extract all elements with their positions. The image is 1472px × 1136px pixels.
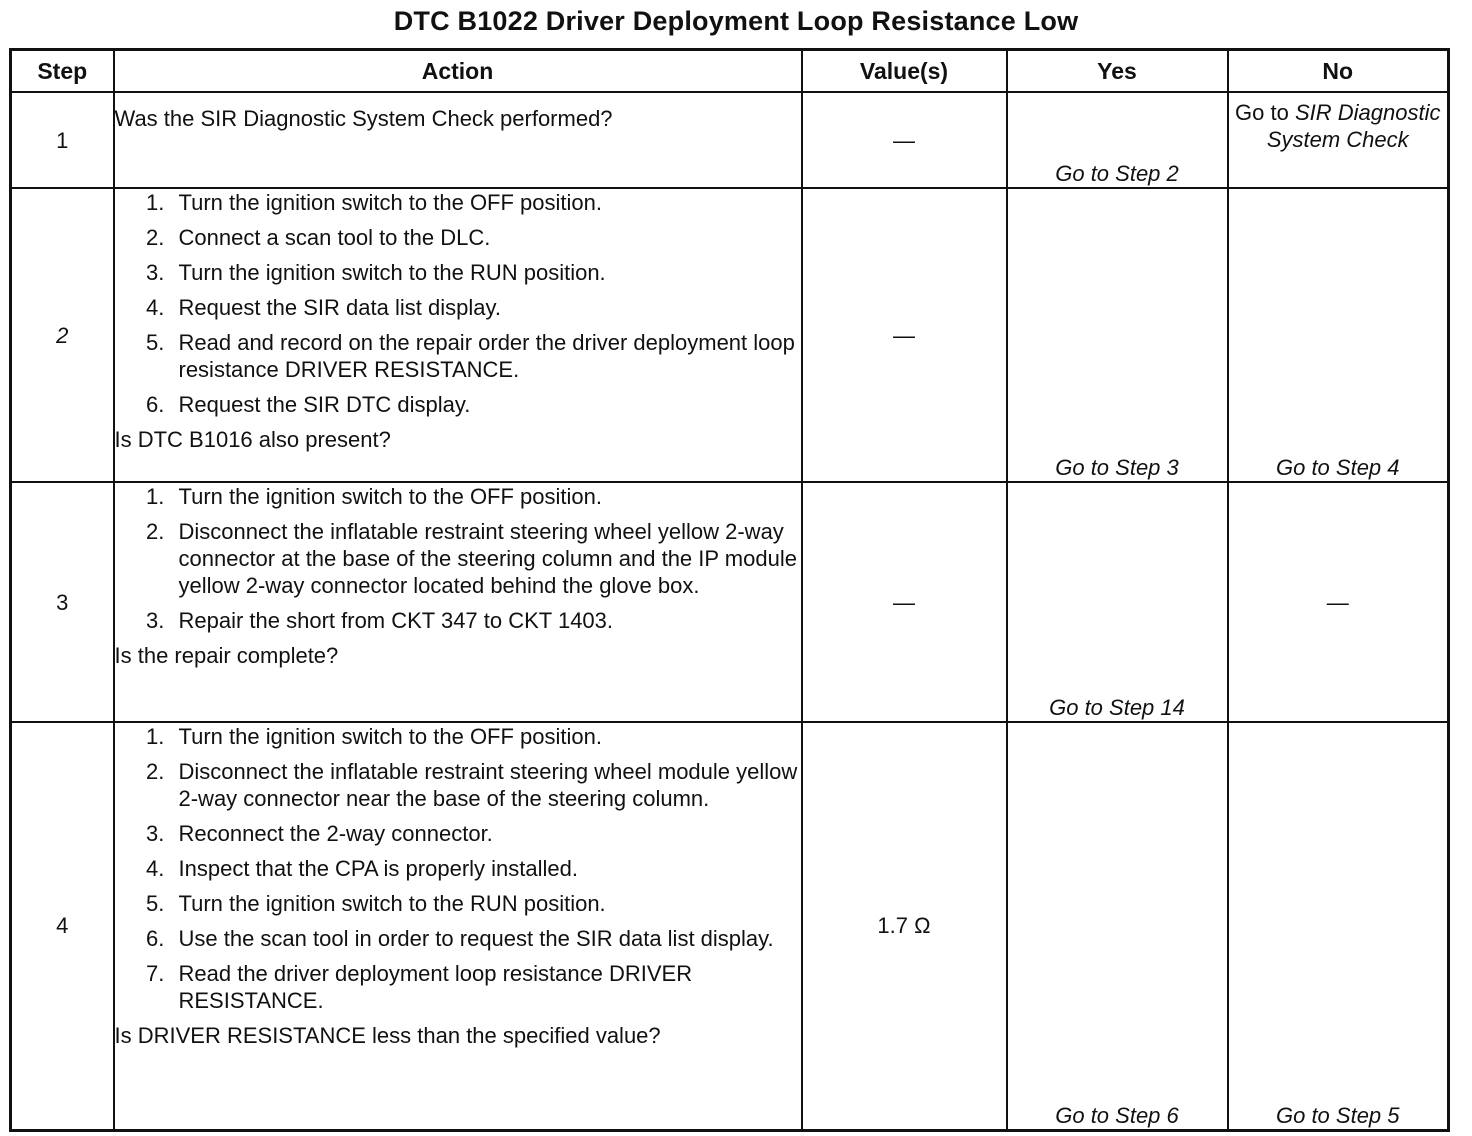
action-steps-list	[115, 483, 801, 634]
step-number: 1	[11, 92, 114, 188]
yes-cell: Go to Step 3	[1007, 188, 1228, 482]
no-link: SIR Diagnostic System Check	[1266, 100, 1441, 152]
action-steps-list	[115, 723, 801, 1014]
action-question: Is DRIVER RESISTANCE less than the specified value?	[114, 1023, 661, 1048]
step-number: 2	[11, 188, 114, 482]
value-cell: —	[802, 482, 1007, 722]
yes-cell: Go to Step 14	[1007, 482, 1228, 722]
action-cell	[114, 482, 802, 722]
no-cell: Go to Step 5	[1228, 722, 1449, 1130]
action-step: 6. Request the SIR DTC display.	[171, 391, 801, 418]
table-row	[11, 482, 1449, 722]
action-steps-list	[115, 189, 801, 418]
value-cell: —	[802, 92, 1007, 188]
action-step: 2. Disconnect the inflatable restraint steering wheel yellow 2-way connector at the base of the steering column and the IP module yellow 2-way connector located behind the glove box.	[171, 518, 801, 599]
action-step: 3. Turn the ignition switch to the RUN position.	[171, 259, 801, 286]
diagnostic-table	[9, 48, 1450, 1132]
no-cell: Go to Step 4	[1228, 188, 1449, 482]
action-step: 1. Turn the ignition switch to the OFF position.	[171, 189, 801, 216]
header-step: Step	[11, 50, 114, 93]
action-question: Was the SIR Diagnostic System Check performed?	[114, 106, 613, 131]
action-step: 2. Disconnect the inflatable restraint steering wheel module yellow 2-way connector near the base of the steering column.	[171, 758, 801, 812]
no-cell	[1228, 92, 1449, 188]
action-step: 1. Turn the ignition switch to the OFF position.	[171, 483, 801, 510]
action-step: 3. Reconnect the 2-way connector.	[171, 820, 801, 847]
action-cell	[114, 188, 802, 482]
action-question: Is DTC B1016 also present?	[114, 427, 391, 452]
yes-cell: Go to Step 2	[1007, 92, 1228, 188]
action-cell	[114, 722, 802, 1130]
action-step: 4. Inspect that the CPA is properly installed.	[171, 855, 801, 882]
value-cell: 1.7 Ω	[802, 722, 1007, 1130]
action-step: 7. Read the driver deployment loop resistance DRIVER RESISTANCE.	[171, 960, 801, 1014]
action-question: Is the repair complete?	[114, 643, 339, 668]
header-action: Action	[114, 50, 802, 93]
page-title: DTC B1022 Driver Deployment Loop Resistance Low	[393, 6, 1079, 36]
header-values: Value(s)	[802, 50, 1007, 93]
no-prefix: Go to	[1235, 100, 1295, 125]
table-row	[11, 92, 1449, 188]
header-row	[11, 50, 1449, 93]
header-yes: Yes	[1007, 50, 1228, 93]
value-cell: —	[802, 188, 1007, 482]
action-step: 4. Request the SIR data list display.	[171, 294, 801, 321]
action-step: 3. Repair the short from CKT 347 to CKT 1403.	[171, 607, 801, 634]
action-step: 5. Read and record on the repair order the driver deployment loop resistance DRIVER RESISTANCE.	[171, 329, 801, 383]
step-number: 4	[11, 722, 114, 1130]
action-step: 2. Connect a scan tool to the DLC.	[171, 224, 801, 251]
table-row	[11, 188, 1449, 482]
action-step: 1. Turn the ignition switch to the OFF position.	[171, 723, 801, 750]
action-step: 6. Use the scan tool in order to request the SIR data list display.	[171, 925, 801, 952]
step-number: 3	[11, 482, 114, 722]
action-cell	[114, 92, 802, 188]
table-row	[11, 722, 1449, 1130]
header-no: No	[1228, 50, 1449, 93]
yes-cell: Go to Step 6	[1007, 722, 1228, 1130]
no-cell: —	[1228, 482, 1449, 722]
action-step: 5. Turn the ignition switch to the RUN position.	[171, 890, 801, 917]
